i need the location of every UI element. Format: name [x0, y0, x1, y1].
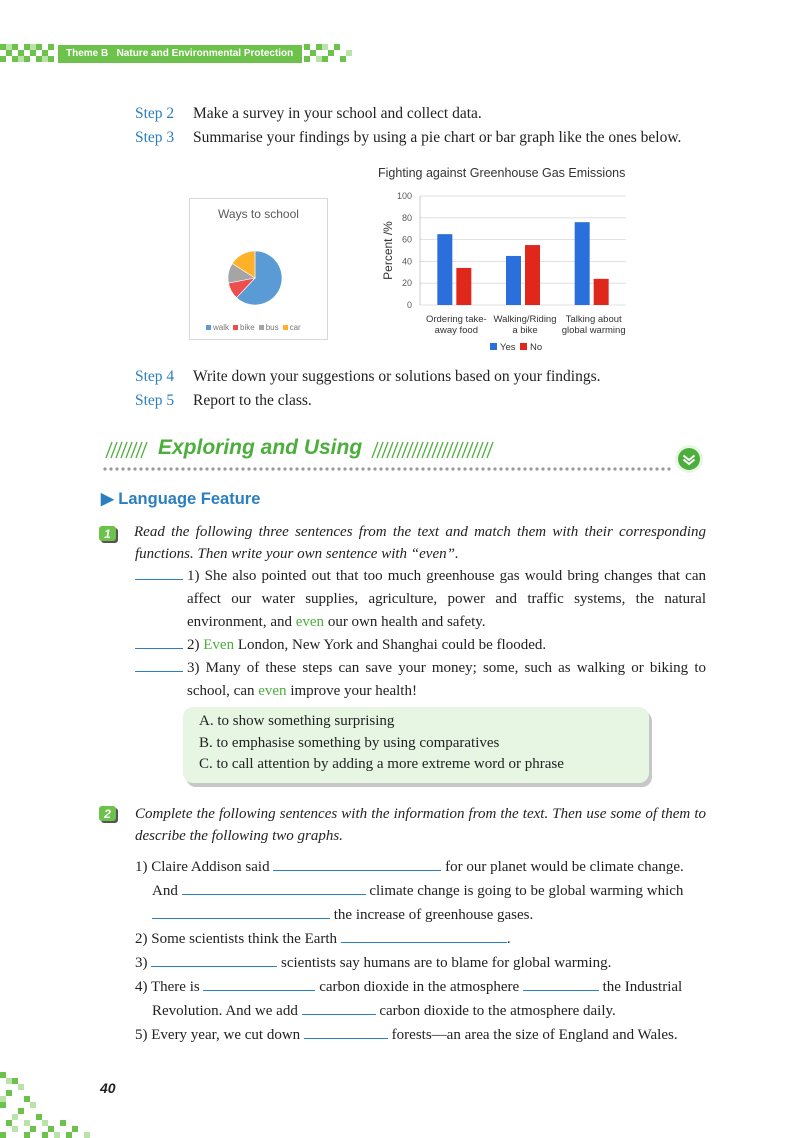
step-4	[135, 367, 601, 387]
q2-sentence-5	[135, 1024, 678, 1047]
legend-swatch	[259, 325, 264, 330]
legend-label: Yes	[500, 342, 516, 353]
x-tick-label: Talking about	[565, 314, 622, 325]
answer-blank[interactable]	[523, 976, 599, 991]
answer-blank[interactable]	[341, 928, 507, 943]
q2-sentence-4b	[152, 1000, 616, 1023]
step-3	[135, 128, 681, 148]
theme-label: Theme B	[66, 48, 109, 59]
legend-swatch	[233, 325, 238, 330]
step-number: Step 4	[135, 368, 175, 385]
question-number: 2	[104, 807, 111, 821]
q2-sentence-1a	[135, 856, 684, 879]
answer-blank[interactable]	[135, 657, 183, 672]
item-text: improve your health!	[286, 683, 417, 699]
bar-yes-2	[506, 256, 521, 305]
legend-label: No	[530, 342, 543, 353]
sentence-text: the increase of greenhouse gases.	[333, 907, 534, 923]
step-text: Summarise your findings by using a pie chart or bar graph like the ones below.	[193, 129, 682, 146]
step-number: Step 3	[135, 129, 175, 146]
highlight-even: Even	[203, 637, 235, 653]
pie-legend	[202, 323, 301, 332]
x-tick-label: away food	[434, 325, 478, 336]
y-tick-label: 60	[401, 234, 412, 245]
answer-blank[interactable]	[182, 880, 366, 895]
x-tick-label: a bike	[512, 325, 538, 336]
question-1-instruction: Read the following three sentences from the text and match them with their corresponding functions. Then write your own sentence with “even”.	[134, 524, 706, 562]
section-stripes-right	[370, 441, 496, 459]
answer-blank[interactable]	[273, 856, 441, 871]
item-text: 3) Many of these steps can save your money; some, such as walking or biking to school, can	[187, 660, 706, 699]
bar-chart	[376, 186, 646, 358]
page-number: 40	[100, 1080, 116, 1096]
y-tick-label: 0	[406, 300, 412, 310]
legend-swatch	[206, 325, 211, 330]
sentence-text: And	[152, 883, 178, 899]
y-axis-label: Percent /%	[381, 221, 395, 280]
question-number: 1	[104, 527, 111, 541]
question-1-badge	[99, 526, 119, 544]
theme-title: Nature and Environmental Protection	[116, 48, 294, 59]
x-tick-label: Walking/Riding	[493, 314, 557, 325]
sentence-text: 2) Some scientists think the Earth	[135, 931, 338, 947]
q2-sentence-3	[135, 952, 611, 975]
answer-blank[interactable]	[304, 1024, 388, 1039]
legend-label: walk	[213, 323, 230, 332]
sentence-text: climate change is going to be global warming which	[369, 883, 684, 899]
legend-swatch	[490, 343, 497, 350]
question-2-instruction: Complete the following sentences with the information from the text. Then use some of them to describe the following two graphs.	[135, 806, 706, 844]
pie-chart-title: Ways to school	[218, 207, 299, 221]
bar-yes-3	[575, 222, 590, 305]
answer-blank[interactable]	[302, 1000, 376, 1015]
subsection-label: Language Feature	[118, 490, 261, 508]
step-2	[135, 104, 482, 124]
legend-swatch	[283, 325, 288, 330]
y-tick-label: 40	[401, 256, 412, 267]
sentence-text: Revolution. And we add	[152, 1003, 298, 1019]
y-tick-label: 80	[401, 212, 412, 223]
item-text: our own health and safety.	[324, 614, 486, 630]
x-tick-label: global warming	[561, 325, 626, 336]
sentence-text: carbon dioxide in the atmosphere	[319, 979, 520, 995]
answer-blank[interactable]	[151, 952, 277, 967]
legend-label: bus	[265, 323, 279, 332]
y-tick-label: 100	[396, 191, 412, 201]
pie-chart-card	[189, 198, 328, 340]
bar-no-2	[525, 245, 540, 305]
sentence-text: carbon dioxide to the atmosphere daily.	[379, 1003, 616, 1019]
sentence-text: 5) Every year, we cut down	[135, 1027, 301, 1043]
step-text: Make a survey in your school and collect data.	[193, 105, 482, 122]
q1-item-2	[135, 634, 706, 657]
sentence-text: forests—an area the size of England and Wales.	[391, 1027, 678, 1043]
highlight-even: even	[258, 683, 287, 699]
section-stripes-left	[102, 441, 154, 459]
q1-item-1	[135, 565, 706, 634]
step-text: Write down your suggestions or solutions based on your findings.	[193, 368, 601, 385]
sentence-text: .	[506, 931, 511, 947]
step-number: Step 2	[135, 105, 175, 122]
sentence-text: 4) There is	[135, 979, 200, 995]
footer-pixel-pattern	[0, 1068, 96, 1138]
sentence-text: 1) Claire Addison said	[135, 859, 270, 875]
sentence-text: the Industrial	[602, 979, 683, 995]
legend-label: car	[289, 323, 301, 332]
q2-sentence-2	[135, 928, 511, 951]
section-title: Exploring and Using	[158, 436, 363, 459]
q2-sentence-1c	[152, 904, 533, 927]
sentence-text: scientists say humans are to blame for global warming.	[281, 955, 612, 971]
y-tick-label: 20	[401, 278, 412, 289]
item-text: 2)	[187, 637, 204, 653]
answer-blank[interactable]	[135, 634, 183, 649]
legend-label: bike	[240, 323, 255, 332]
header-banner	[58, 45, 302, 63]
x-tick-label: Ordering take-	[425, 314, 487, 325]
bar-yes-1	[437, 234, 452, 305]
bar-no-1	[456, 268, 471, 305]
step-5	[135, 391, 312, 411]
sentence-text: for our planet would be climate change.	[445, 859, 684, 875]
item-text: London, New York and Shanghai could be flooded.	[234, 637, 547, 653]
step-number: Step 5	[135, 392, 175, 409]
question-2-badge	[99, 806, 119, 824]
legend-swatch	[520, 343, 527, 350]
answer-blank[interactable]	[152, 904, 330, 919]
option-b: B. to emphasise something by using comparatives	[199, 734, 500, 751]
q1-item-3	[135, 657, 706, 703]
q2-sentence-1b	[152, 880, 683, 903]
subsection-title: ▶ Language Feature	[101, 490, 261, 508]
pie-chart	[226, 249, 284, 307]
step-text: Report to the class.	[193, 392, 312, 409]
section-dotted-rule	[102, 466, 672, 472]
option-c: C. to call attention by adding a more extreme word or phrase	[199, 756, 564, 772]
highlight-even: even	[295, 614, 325, 630]
chevron-down-icon	[674, 444, 704, 474]
answer-blank[interactable]	[203, 976, 315, 991]
options-box	[183, 707, 649, 783]
q2-sentence-4a	[135, 976, 682, 999]
option-a: A. to show something surprising	[199, 713, 395, 729]
item-text: 1) She also pointed out that too much greenhouse gas would bring changes that can affect our water supplies, agriculture, power and traffic systems, the natural environment, and	[187, 568, 706, 630]
bar-chart-title: Fighting against Greenhouse Gas Emissions	[378, 166, 626, 180]
bar-no-3	[594, 279, 609, 305]
sentence-text: 3)	[135, 955, 148, 971]
answer-blank[interactable]	[135, 565, 183, 580]
